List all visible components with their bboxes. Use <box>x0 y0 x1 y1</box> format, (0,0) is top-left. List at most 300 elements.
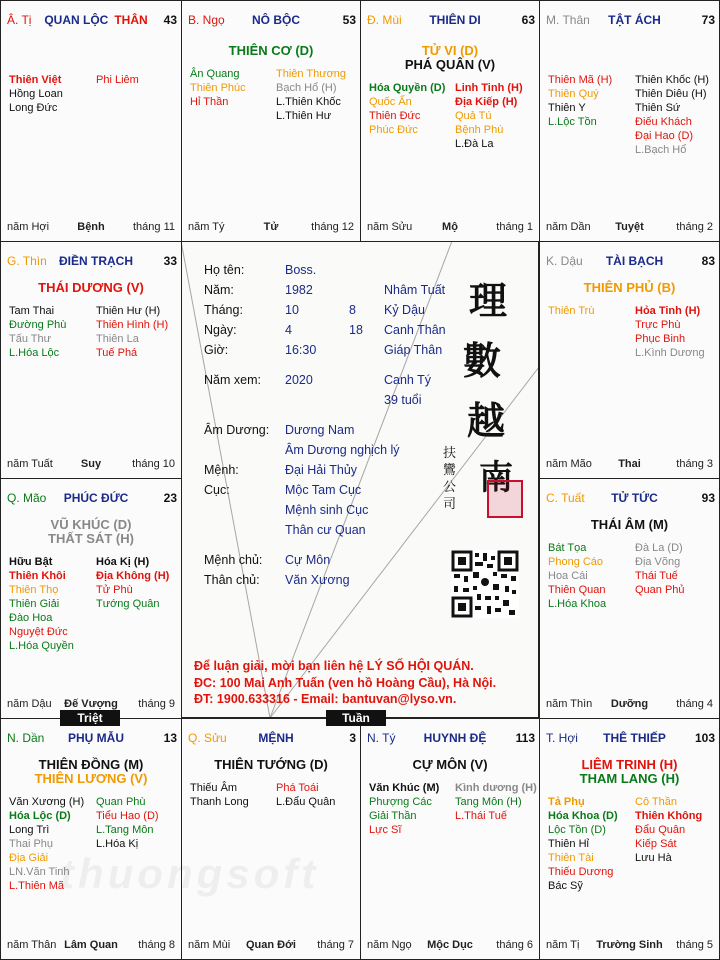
main-star: THẤT SÁT (H) <box>48 531 134 546</box>
minor-star: Thiên Việt <box>9 74 62 86</box>
than-chu-label: Thân chủ: <box>204 573 260 587</box>
minor-star: Thiên Quan <box>548 584 606 596</box>
month-label: tháng 10 <box>132 458 175 470</box>
minor-star: Quan Phù <box>96 796 146 808</box>
minor-star: Lưu Hà <box>635 852 672 864</box>
minor-star: Thiên Khốc (H) <box>635 74 709 86</box>
minor-star: Hữu Bật <box>9 556 53 568</box>
minor-star: L.Hóa Quyền <box>9 640 74 652</box>
palace-footer <box>367 221 533 235</box>
minor-star: Thiên Y <box>548 102 586 114</box>
main-star: TỬ VI (D) <box>421 43 479 58</box>
minor-star: Thiên Trù <box>548 305 595 317</box>
thang-can-chi: Kỷ Dậu <box>384 303 425 317</box>
minor-stars-right <box>276 67 346 123</box>
phone-email-line: ĐT: 1900.633316 - Email: bantuvan@lyso.vn. <box>194 692 457 706</box>
main-star: THIÊN TƯỚNG (D) <box>214 757 328 772</box>
minor-star: Lực Sĩ <box>369 824 402 836</box>
tuan-tag: Tuần <box>326 710 386 726</box>
year-label: năm Thìn <box>546 698 593 710</box>
minor-star: Thiên Diêu (H) <box>635 88 707 100</box>
palace-footer <box>7 458 175 472</box>
nam-xem-label: Năm xem: <box>204 373 261 387</box>
qr-code-icon <box>451 550 519 618</box>
month-label: tháng 8 <box>138 939 175 951</box>
palace-header <box>546 13 715 29</box>
thang-am: 8 <box>349 303 356 317</box>
life-stage: Thai <box>618 458 641 470</box>
main-star: LIÊM TRINH (H) <box>581 757 678 772</box>
minor-star: Hóa Lộc (D) <box>9 810 71 822</box>
minor-star: Quả Tú <box>455 110 492 122</box>
earthly-branch: Sửu <box>204 731 227 745</box>
life-stage: Bệnh <box>77 221 105 233</box>
palace-header <box>188 731 356 747</box>
life-stage: Tử <box>263 221 279 233</box>
palace-header <box>367 731 535 747</box>
minor-star: Long Trì <box>9 824 50 836</box>
nam-label: Năm: <box>204 283 234 297</box>
palace-number: 43 <box>163 13 177 27</box>
palace-name: MỆNH <box>258 731 294 745</box>
minor-stars-right <box>96 73 139 87</box>
month-label: tháng 11 <box>132 221 175 233</box>
minor-star: Nguyệt Đức <box>9 626 68 638</box>
minor-star: L.Hóa Khoa <box>548 598 607 610</box>
minor-star: L.Thiên Mã <box>9 880 65 892</box>
year-label: năm Tuất <box>7 458 53 470</box>
palace-name: THÊ THIẾP <box>603 731 666 745</box>
minor-star: Phục Binh <box>635 333 686 345</box>
life-stage: Tuyệt <box>615 221 644 233</box>
palace-footer <box>188 221 354 235</box>
minor-stars-left <box>548 541 606 611</box>
palace-dau <box>539 241 720 479</box>
thang-value: 10 <box>285 303 299 317</box>
heavenly-stem: Q. <box>7 491 24 505</box>
main-star: THAM LANG (H) <box>579 771 680 786</box>
palace-number: 33 <box>163 254 177 268</box>
palace-ty2 <box>360 718 540 960</box>
month-label: tháng 6 <box>496 939 533 951</box>
earthly-branch: Mão <box>23 491 47 505</box>
nam-xem-value: 2020 <box>285 373 313 387</box>
life-stage: Đế Vượng <box>64 698 118 710</box>
nam-xem-can-chi: Canh Tý <box>384 373 432 387</box>
minor-star: Thiên Sứ <box>635 102 681 114</box>
logo-char: 理 <box>469 278 508 323</box>
minor-star: L.Thái Tuế <box>455 810 507 822</box>
than-marker: THÂN <box>114 13 148 27</box>
palace-footer <box>367 939 533 953</box>
minor-star: Thiên Khôi <box>9 570 66 582</box>
heavenly-stem: Đ. <box>367 13 383 27</box>
minor-stars-left <box>369 781 439 837</box>
minor-star: Bệnh Phù <box>455 124 504 136</box>
palace-footer <box>546 698 713 712</box>
palace-name: HUYNH ĐỆ <box>423 731 487 745</box>
minor-star: Đẩu Quân <box>635 824 686 836</box>
earthly-branch: Hợi <box>558 731 578 745</box>
minor-star: L.Hóa Lộc <box>9 347 60 359</box>
contact-line: Để luận giải, mời bạn liên hệ LÝ SỐ HỘI QUÁN. <box>194 659 474 673</box>
menh-value: Đại Hải Thủy <box>285 463 358 477</box>
minor-star: Thiếu Dương <box>548 866 614 878</box>
minor-star: Địa Kiếp (H) <box>455 96 518 108</box>
heavenly-stem: B. <box>188 13 203 27</box>
minor-star: Hoa Cái <box>548 570 588 582</box>
earthly-branch: Tuất <box>561 491 585 505</box>
minor-star: Cô Thần <box>635 796 677 808</box>
year-label: năm Thân <box>7 939 57 951</box>
minor-stars-right <box>96 555 169 611</box>
life-stage: Lâm Quan <box>64 939 118 951</box>
minor-star: Kình dương (H) <box>455 782 537 794</box>
minor-stars-left <box>548 795 618 893</box>
palace-number: 53 <box>342 13 356 27</box>
palace-name: PHỤ MẪU <box>68 731 124 745</box>
minor-star: Phi Liêm <box>96 74 139 86</box>
minor-star: Phá Toái <box>276 782 319 794</box>
palace-name: TỬ TỨC <box>611 491 658 505</box>
red-seal <box>487 480 523 518</box>
palace-dan <box>0 718 182 960</box>
palace-tuat <box>539 478 720 719</box>
minor-stars-right <box>96 304 168 360</box>
palace-header <box>188 13 356 29</box>
palace-header <box>546 731 715 747</box>
palace-number: 83 <box>701 254 715 268</box>
earthly-branch: Tý <box>382 731 396 745</box>
minor-star: L.Đẩu Quân <box>276 796 336 808</box>
minor-star: Ân Quang <box>190 68 240 80</box>
earthly-branch: Ngọ <box>202 13 225 27</box>
minor-star: Tiểu Hao (D) <box>96 810 159 822</box>
minor-star: Thiên Không <box>635 810 703 822</box>
minor-stars-right <box>96 795 159 851</box>
minor-star: Linh Tinh (H) <box>455 82 523 94</box>
minor-star: Hóa Quyền (D) <box>369 82 446 94</box>
main-star: THIÊN LƯƠNG (V) <box>34 771 148 786</box>
minor-star: Phượng Các <box>369 796 432 808</box>
main-star: THIÊN CƠ (D) <box>228 43 314 58</box>
cuc-label: Cục: <box>204 483 230 497</box>
address-line: ĐC: 100 Mai Anh Tuấn (ven hồ Hoàng Cầu), Hà Nội. <box>194 676 497 690</box>
minor-stars-left <box>548 73 612 129</box>
minor-star: Giải Thần <box>369 810 417 822</box>
minor-star: Phúc Đức <box>369 124 418 136</box>
minor-star: L.Tang Môn <box>96 824 154 836</box>
minor-star: Tướng Quân <box>96 598 160 610</box>
palace-footer <box>7 939 175 953</box>
ngay-am: 18 <box>349 323 363 337</box>
gio-value: 16:30 <box>285 343 317 357</box>
month-label: tháng 7 <box>317 939 354 951</box>
earthly-branch: Thìn <box>22 254 47 268</box>
earthly-branch: Tị <box>21 13 32 27</box>
earthly-branch: Dần <box>22 731 45 745</box>
minor-star: Bác Sỹ <box>548 880 583 892</box>
minor-star: Thiên Hỉ <box>548 838 589 850</box>
palace-footer <box>546 221 713 235</box>
year-label: năm Tị <box>546 939 580 951</box>
minor-stars-right <box>455 81 523 151</box>
minor-star: Thái Tuế <box>635 570 678 582</box>
minor-star: Long Đức <box>9 102 58 114</box>
minor-stars-left <box>548 304 594 318</box>
palace-name: PHÚC ĐỨC <box>63 491 129 505</box>
tuoi-value: 39 tuổi <box>384 393 422 407</box>
ho-ten-value: Boss. <box>285 263 317 277</box>
minor-star: Tuế Phá <box>96 347 138 359</box>
year-label: năm Hợi <box>7 221 50 233</box>
minor-stars-right <box>635 795 702 865</box>
cuc-value: Mộc Tam Cục <box>285 483 362 497</box>
minor-star: Tử Phù <box>96 584 133 596</box>
minor-star: LN.Văn Tinh <box>9 866 70 878</box>
minor-star: L.Bạch Hổ <box>635 144 687 156</box>
menh-chu-value: Cự Môn <box>285 553 331 567</box>
heavenly-stem: Q. <box>188 731 205 745</box>
palace-thin <box>0 241 182 479</box>
palace-number: 13 <box>163 731 177 745</box>
minor-star: Hóa Kị (H) <box>96 556 150 568</box>
month-label: tháng 1 <box>496 221 533 233</box>
minor-star: Tả Phụ <box>548 796 585 808</box>
month-label: tháng 5 <box>676 939 713 951</box>
minor-stars-right <box>455 781 537 823</box>
palace-header <box>7 13 177 29</box>
ngay-can-chi: Canh Thân <box>384 323 446 337</box>
minor-star: L.Đà La <box>455 138 494 150</box>
palace-header <box>7 731 177 747</box>
main-star: VŨ KHÚC (D) <box>50 517 132 532</box>
life-stage: Trường Sinh <box>596 939 663 951</box>
am-duong-value: Dương Nam <box>285 423 355 437</box>
nam-can-chi: Nhâm Tuất <box>384 283 446 297</box>
calligraphy-logo <box>441 270 526 535</box>
minor-star: Tang Môn (H) <box>455 796 522 808</box>
logo-char: 越 <box>467 398 506 443</box>
thang-label: Tháng: <box>204 303 243 317</box>
minor-star: Thiên Quý <box>548 88 599 100</box>
minor-star: L.Thiên Khốc <box>276 96 341 108</box>
year-label: năm Sửu <box>367 221 413 233</box>
life-stage: Quan Đới <box>246 939 296 951</box>
minor-star: Thiên Thọ <box>9 584 59 596</box>
minor-star: Lộc Tồn (D) <box>548 824 606 836</box>
minor-star: Thiên La <box>96 333 139 345</box>
minor-star: Bát Tọa <box>548 542 587 554</box>
minor-star: Đào Hoa <box>9 612 53 624</box>
minor-star: Hóa Khoa (D) <box>548 810 618 822</box>
palace-header <box>546 491 715 507</box>
minor-star: Thiên Giải <box>9 598 60 610</box>
am-duong-label: Âm Dương: <box>204 423 270 437</box>
earthly-branch: Dậu <box>560 254 583 268</box>
life-stage: Dưỡng <box>610 698 649 710</box>
palace-ngo <box>181 0 361 242</box>
life-stage: Mộc Dục <box>427 939 473 951</box>
main-star: THÁI DƯƠNG (V) <box>38 280 144 295</box>
minor-stars-left <box>9 555 74 653</box>
earthly-branch: Thân <box>562 13 590 27</box>
palace-number: 93 <box>701 491 715 505</box>
than-chu-value: Văn Xương <box>285 573 350 587</box>
earthly-branch: Mùi <box>382 13 402 27</box>
palace-number: 23 <box>163 491 177 505</box>
main-star: PHÁ QUÂN (V) <box>404 57 496 72</box>
menh-chu-label: Mệnh chủ: <box>204 553 263 567</box>
minor-star: Tấu Thư <box>9 333 52 345</box>
heavenly-stem: N. <box>367 731 383 745</box>
palace-header <box>367 13 535 29</box>
minor-stars-right <box>635 541 685 597</box>
palace-footer <box>188 939 354 953</box>
seal-text: 扶鸞公司 <box>443 446 457 512</box>
minor-star: Thiên Phúc <box>190 82 246 94</box>
heavenly-stem: N. <box>7 731 23 745</box>
minor-star: Đại Hao (D) <box>635 130 694 142</box>
minor-star: Thanh Long <box>190 796 249 808</box>
year-label: năm Mùi <box>188 939 231 951</box>
logo-char: 南 <box>479 458 513 498</box>
palace-number: 63 <box>521 13 535 27</box>
palace-name: ĐIỀN TRẠCH <box>59 254 133 268</box>
nam-value: 1982 <box>285 283 313 297</box>
ngay-value: 4 <box>285 323 292 337</box>
life-stage: Mộ <box>442 221 458 233</box>
minor-star: Thiên Hư (H) <box>96 305 161 317</box>
heavenly-stem: K. <box>546 254 561 268</box>
minor-star: Hồng Loan <box>9 88 63 100</box>
minor-star: Phong Cáo <box>548 556 604 568</box>
heavenly-stem: Â. <box>7 13 22 27</box>
minor-star: L.Hóa Kị <box>96 838 139 850</box>
heavenly-stem: M. <box>546 13 563 27</box>
minor-stars-left <box>9 73 63 115</box>
main-star: THÁI ÂM (M) <box>590 517 669 532</box>
minor-star: Bạch Hổ (H) <box>276 82 337 94</box>
logo-char: 數 <box>463 338 502 383</box>
minor-star: Thiên Mã (H) <box>548 74 613 86</box>
minor-star: Địa Không (H) <box>96 570 170 582</box>
heavenly-stem: C. <box>546 491 562 505</box>
minor-stars-left <box>9 304 66 360</box>
palace-than <box>539 0 720 242</box>
minor-star: Địa Giải <box>9 852 49 864</box>
minor-stars-left <box>190 67 246 109</box>
palace-footer <box>7 221 175 235</box>
minor-stars-left <box>190 781 249 809</box>
month-label: tháng 3 <box>676 458 713 470</box>
palace-suu <box>181 718 361 960</box>
minor-star: Tam Thai <box>9 305 55 317</box>
palace-number: 113 <box>515 731 535 745</box>
palace-name: QUAN LỘC THÂN <box>44 13 148 27</box>
minor-star: Đà La (D) <box>635 542 683 554</box>
palace-name: THIÊN DI <box>429 13 481 27</box>
ngay-label: Ngày: <box>204 323 237 337</box>
palace-mao <box>0 478 182 719</box>
main-star: THIÊN PHỦ (B) <box>583 280 676 295</box>
minor-star: Điếu Khách <box>635 116 692 128</box>
year-label: năm Dần <box>546 221 591 233</box>
month-label: tháng 4 <box>676 698 713 710</box>
minor-star: Hỏa Tinh (H) <box>635 305 701 317</box>
main-star: THIÊN ĐỒNG (M) <box>38 757 144 772</box>
ho-ten-label: Họ tên: <box>204 263 245 277</box>
watermark: thuongsoft <box>60 850 320 897</box>
palace-hoi <box>539 718 720 960</box>
minor-star: L.Lộc Tồn <box>548 116 597 128</box>
year-label: năm Ngọ <box>367 939 412 951</box>
life-stage: Suy <box>80 458 102 470</box>
minor-star: Trực Phù <box>635 319 681 331</box>
main-star: CỰ MÔN (V) <box>412 757 488 772</box>
month-label: tháng 2 <box>676 221 713 233</box>
minor-star: Văn Khúc (M) <box>369 782 440 794</box>
heavenly-stem: G. <box>7 254 23 268</box>
minor-star: Thiên Đức <box>369 110 421 122</box>
palace-number: 73 <box>701 13 715 27</box>
minor-star: L.Kình Dương <box>635 347 705 359</box>
am-duong-note: Âm Dương nghịch lý <box>285 443 400 457</box>
minor-stars-right <box>635 304 705 360</box>
gio-label: Giờ: <box>204 343 229 357</box>
minor-stars-right <box>276 781 335 809</box>
palace-name: NÔ BỘC <box>252 13 300 27</box>
month-label: tháng 12 <box>311 221 354 233</box>
palace-mui <box>360 0 540 242</box>
menh-label: Mệnh: <box>204 463 239 477</box>
minor-stars-left <box>369 81 445 137</box>
year-label: năm Tý <box>188 221 225 233</box>
palace-name: TÀI BẠCH <box>605 254 664 268</box>
cuc-relation: Mệnh sinh Cục <box>285 503 369 517</box>
minor-stars-right <box>635 73 709 157</box>
minor-star: Kiếp Sát <box>635 838 677 850</box>
minor-star: Thiên Hình (H) <box>96 319 169 331</box>
heavenly-stem: T. <box>546 731 559 745</box>
minor-star: Thai Phụ <box>9 838 54 850</box>
minor-star: Đường Phù <box>9 319 67 331</box>
palace-header <box>546 254 715 270</box>
palace-footer <box>546 939 713 953</box>
palace-number: 103 <box>694 731 715 745</box>
palace-ty <box>0 0 182 242</box>
minor-star: Quốc Ấn <box>369 96 412 108</box>
year-label: năm Dậu <box>7 698 52 710</box>
palace-footer <box>546 458 713 472</box>
palace-number: 3 <box>349 731 356 745</box>
minor-star: Thiên Thương <box>276 68 347 80</box>
palace-header <box>7 491 177 507</box>
year-label: năm Mão <box>546 458 592 470</box>
triet-tag: Triệt <box>60 710 120 726</box>
minor-star: Hỉ Thần <box>190 96 229 108</box>
palace-name: TẬT ÁCH <box>608 13 661 27</box>
month-label: tháng 9 <box>138 698 175 710</box>
minor-star: Thiên Tài <box>548 852 594 864</box>
minor-star: Thiếu Âm <box>190 782 238 794</box>
gio-can-chi: Giáp Thân <box>384 343 443 357</box>
palace-header <box>7 254 177 270</box>
than-cu: Thân cư Quan <box>285 523 366 537</box>
minor-star: Văn Xương (H) <box>9 796 85 808</box>
minor-star: Quan Phủ <box>635 584 685 596</box>
minor-star: L.Thiên Hư <box>276 110 332 122</box>
